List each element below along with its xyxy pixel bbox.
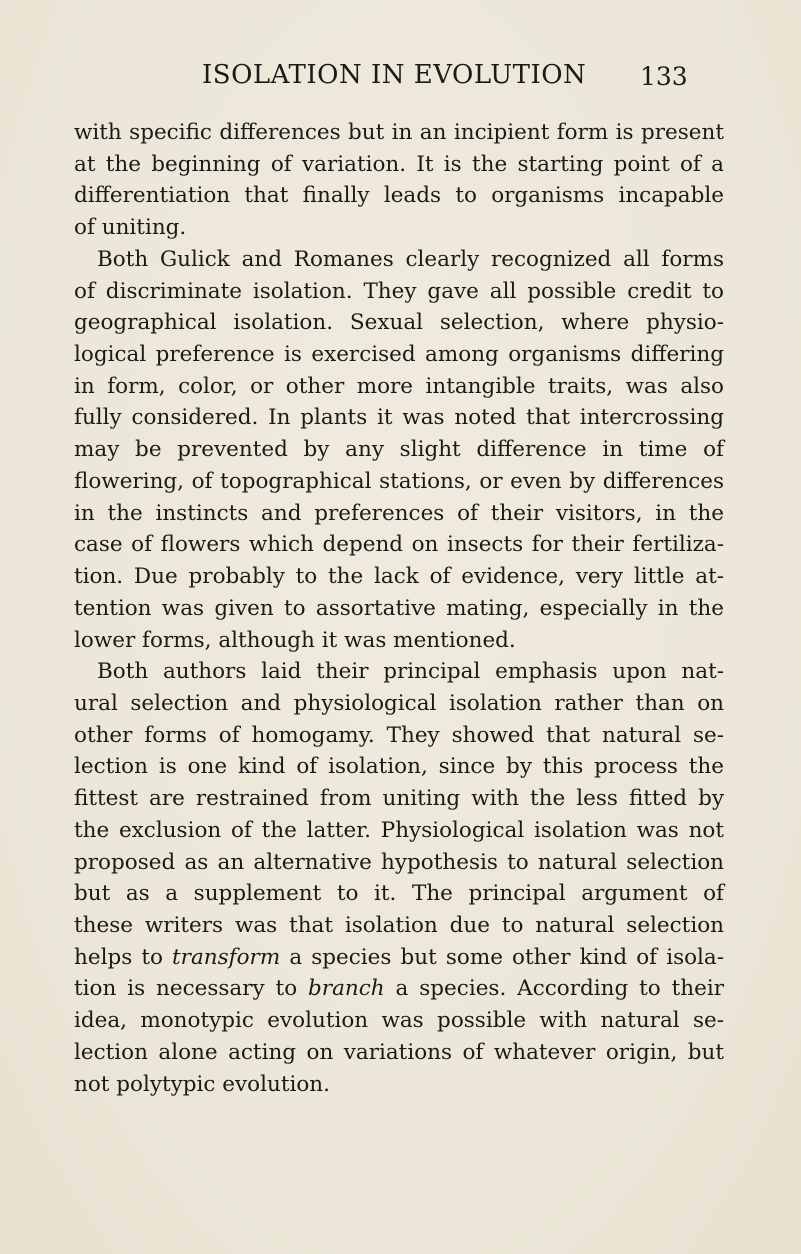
text-segment: tion is necessary to <box>74 976 309 1002</box>
text-segment: a species. According to their <box>384 976 724 1002</box>
text-line: logical preference is exercised among organisms differing <box>74 342 724 368</box>
text-line: in the instincts and preferences of their visitors, in the <box>74 500 724 526</box>
text-line: ural selection and physiological isolation rather than on <box>74 690 724 716</box>
text-line: of discriminate isolation. They gave all possible credit to <box>74 278 724 304</box>
text-line: proposed as an alternative hypothesis to natural selection <box>74 849 724 875</box>
text-line: fully considered. In plants it was noted that intercrossing <box>74 405 724 431</box>
text-line <box>74 973 724 1005</box>
italic-word: transform <box>172 944 281 970</box>
running-title: ISOLATION IN EVOLUTION <box>202 60 587 90</box>
text-line: tion. Due probably to the lack of evidence, very little at- <box>74 564 724 590</box>
text-line: in form, color, or other more intangible traits, was also <box>74 373 724 399</box>
text-line: lower forms, although it was mentioned. <box>74 627 516 653</box>
text-line: fittest are restrained from uniting with the less fitted by <box>74 786 724 812</box>
text-line: Both Gulick and Romanes clearly recognized all forms <box>97 246 724 272</box>
text-line: these writers was that isolation due to natural selection <box>74 912 724 938</box>
text-line: idea, monotypic evolution was possible with natural se- <box>74 1008 724 1034</box>
page-number: 133 <box>640 62 688 91</box>
text-line: may be prevented by any slight difference in time of <box>74 437 724 463</box>
text-line: with specific differences but in an incipient form is present <box>74 120 724 145</box>
text-line: differentiation that finally leads to organisms incapable <box>74 183 724 209</box>
text-line: of uniting. <box>74 215 187 241</box>
text-line: but as a supplement to it. The principal argument of <box>74 881 724 907</box>
text-line: not polytypic evolution. <box>74 1071 330 1097</box>
text-line: case of flowers which depend on insects for their fertiliza- <box>74 532 724 558</box>
text-line: lection alone acting on variations of whatever origin, but <box>74 1039 724 1065</box>
text-line: lection is one kind of isolation, since by this process the <box>74 754 724 780</box>
running-head <box>0 60 801 96</box>
text-line: geographical isolation. Sexual selection, where physio- <box>74 310 724 336</box>
text-line: Both authors laid their principal emphasis upon nat- <box>97 659 724 685</box>
body-text <box>74 117 724 1100</box>
text-line <box>74 942 724 974</box>
italic-word: branch <box>308 976 385 1002</box>
text-segment: helps to <box>74 944 173 970</box>
text-line: at the beginning of variation. It is the starting point of a <box>74 151 724 177</box>
text-line: other forms of homogamy. They showed that natural se- <box>74 722 724 748</box>
text-line: tention was given to assortative mating, especially in the <box>74 595 724 621</box>
text-segment: a species but some other kind of isola- <box>280 944 725 970</box>
text-line: flowering, of topographical stations, or even by differences <box>74 468 724 494</box>
text-line: the exclusion of the latter. Physiological isolation was not <box>74 817 724 843</box>
